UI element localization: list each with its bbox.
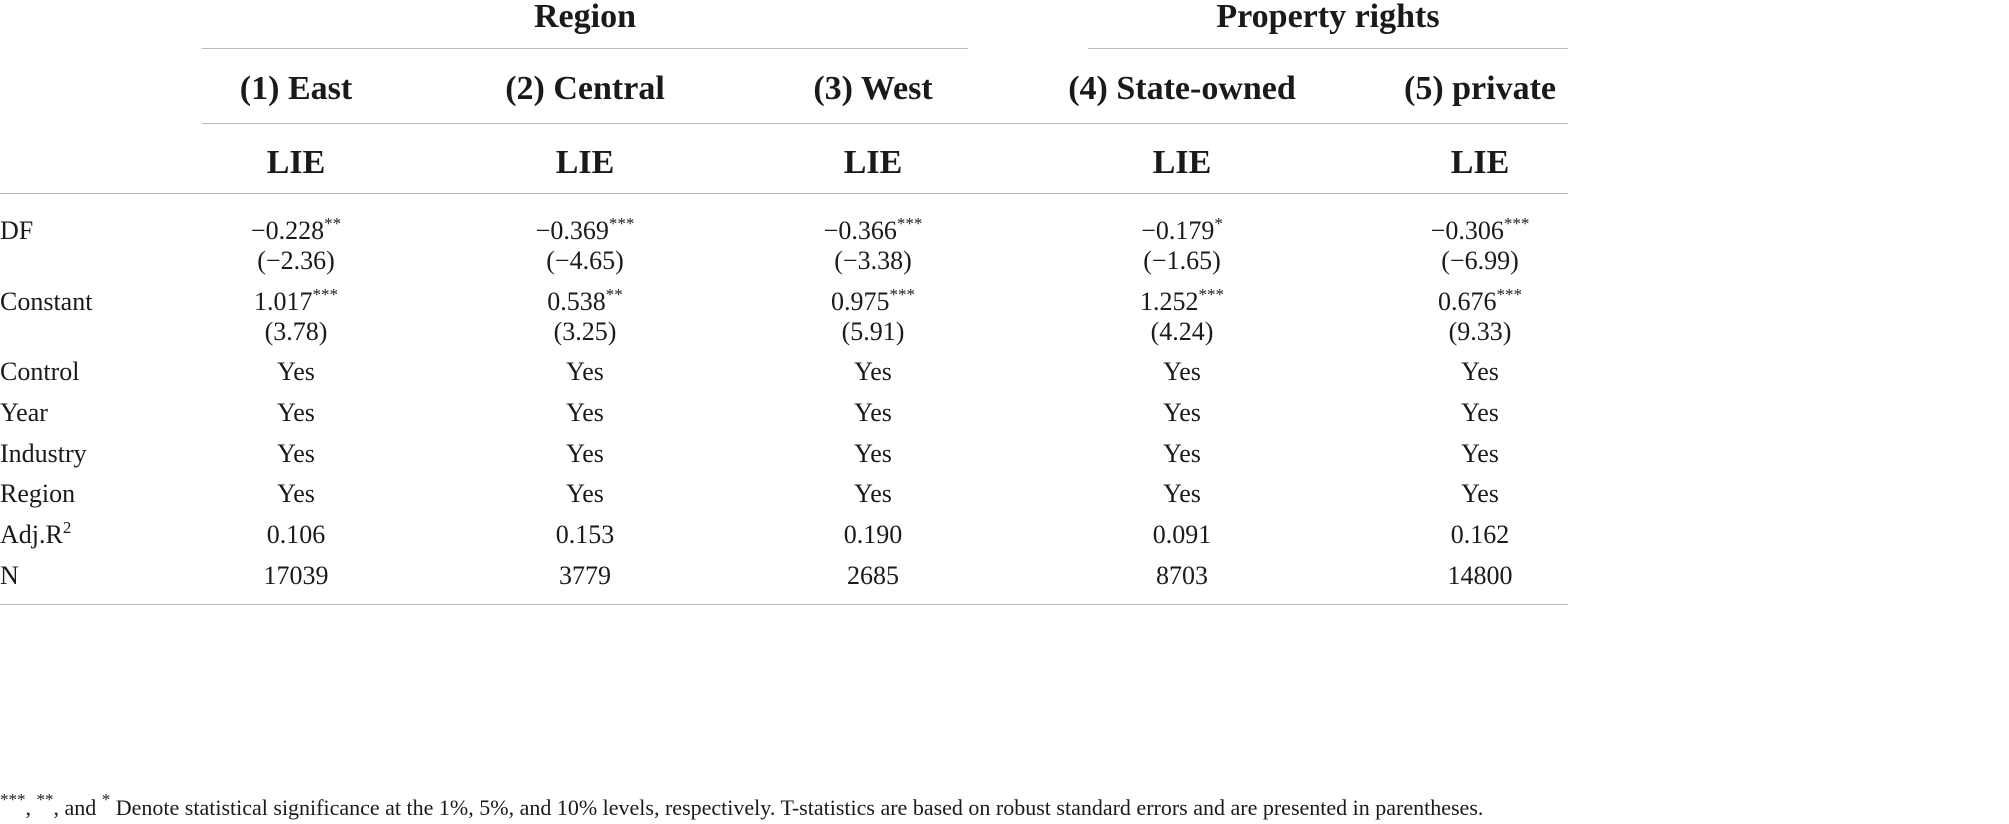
industry-state-owned: Yes xyxy=(1163,439,1201,468)
year-central: Yes xyxy=(566,398,604,427)
row-label-control: Control xyxy=(0,357,80,386)
row-label-constant: Constant xyxy=(0,287,93,316)
constant-coef-central: 0.538** xyxy=(547,285,623,316)
table-bottom-rule xyxy=(0,604,1568,605)
region-central: Yes xyxy=(566,479,604,508)
row-label-n: N xyxy=(0,561,19,590)
constant-tstat-state-owned: (4.24) xyxy=(1150,317,1214,346)
column-header-west: (3) West xyxy=(813,70,933,107)
year-state-owned: Yes xyxy=(1163,398,1201,427)
constant-tstat-private: (9.33) xyxy=(1448,317,1512,346)
adj-r2-west: 0.190 xyxy=(843,520,903,549)
control-central: Yes xyxy=(566,357,604,386)
n-private: 14800 xyxy=(1447,561,1513,590)
group-header-region: Region xyxy=(534,0,636,35)
region-private: Yes xyxy=(1461,479,1499,508)
adj-r2-private: 0.162 xyxy=(1450,520,1510,549)
df-coef-private: −0.306*** xyxy=(1430,214,1530,245)
constant-coef-private: 0.676*** xyxy=(1438,285,1522,316)
header-bottom-rule xyxy=(0,193,1568,194)
adj-r2-east: 0.106 xyxy=(266,520,326,549)
dependent-variable-private: LIE xyxy=(1450,144,1510,181)
industry-private: Yes xyxy=(1461,439,1499,468)
control-private: Yes xyxy=(1461,357,1499,386)
df-tstat-east: (−2.36) xyxy=(257,246,335,275)
adj-r2-state-owned: 0.091 xyxy=(1152,520,1212,549)
n-state-owned: 8703 xyxy=(1156,561,1208,590)
df-coef-east: −0.228** xyxy=(250,214,342,245)
constant-tstat-east: (3.78) xyxy=(264,317,328,346)
industry-east: Yes xyxy=(277,439,315,468)
region-state-owned: Yes xyxy=(1163,479,1201,508)
column-header-rule xyxy=(202,123,1568,124)
constant-coef-west: 0.975*** xyxy=(831,285,915,316)
column-header-private: (5) private xyxy=(1403,70,1557,107)
df-tstat-west: (−3.38) xyxy=(834,246,912,275)
industry-central: Yes xyxy=(566,439,604,468)
dependent-variable-west: LIE xyxy=(843,144,903,181)
table-footnote: ***, **, and * Denote statistical significance at the 1%, 5%, and 10% levels, respectively. T-statistics are based on robust standard errors and are presented in parentheses. xyxy=(0,790,1484,820)
control-east: Yes xyxy=(277,357,315,386)
dependent-variable-east: LIE xyxy=(266,144,326,181)
n-central: 3779 xyxy=(559,561,611,590)
n-east: 17039 xyxy=(263,561,329,590)
adj-r2-central: 0.153 xyxy=(555,520,615,549)
column-header-central: (2) Central xyxy=(505,70,665,107)
column-header-state-owned: (4) State-owned xyxy=(1068,70,1296,107)
region-east: Yes xyxy=(277,479,315,508)
column-header-east: (1) East xyxy=(239,70,353,107)
adj-r2-label-text: Adj.R xyxy=(0,520,63,549)
row-label-year: Year xyxy=(0,398,48,427)
adj-r2-superscript: 2 xyxy=(62,518,72,537)
group-rule-property-rights xyxy=(1088,48,1568,49)
control-west: Yes xyxy=(854,357,892,386)
constant-tstat-west: (5.91) xyxy=(841,317,905,346)
n-west: 2685 xyxy=(847,561,899,590)
group-header-property-rights: Property rights xyxy=(1216,0,1440,35)
industry-west: Yes xyxy=(854,439,892,468)
region-west: Yes xyxy=(854,479,892,508)
row-label-df: DF xyxy=(0,216,34,245)
year-private: Yes xyxy=(1461,398,1499,427)
df-coef-state-owned: −0.179* xyxy=(1141,214,1223,245)
row-label-adj-r2 xyxy=(0,518,72,549)
row-label-region: Region xyxy=(0,479,76,508)
df-tstat-state-owned: (−1.65) xyxy=(1143,246,1221,275)
year-east: Yes xyxy=(277,398,315,427)
df-tstat-central: (−4.65) xyxy=(546,246,624,275)
control-state-owned: Yes xyxy=(1163,357,1201,386)
dependent-variable-central: LIE xyxy=(555,144,615,181)
constant-coef-state-owned: 1.252*** xyxy=(1140,285,1224,316)
df-coef-central: −0.369*** xyxy=(535,214,635,245)
dependent-variable-state-owned: LIE xyxy=(1152,144,1212,181)
df-tstat-private: (−6.99) xyxy=(1441,246,1519,275)
year-west: Yes xyxy=(854,398,892,427)
df-coef-west: −0.366*** xyxy=(823,214,923,245)
constant-tstat-central: (3.25) xyxy=(553,317,617,346)
group-rule-region xyxy=(202,48,968,49)
row-label-industry: Industry xyxy=(0,439,87,468)
constant-coef-east: 1.017*** xyxy=(254,285,338,316)
